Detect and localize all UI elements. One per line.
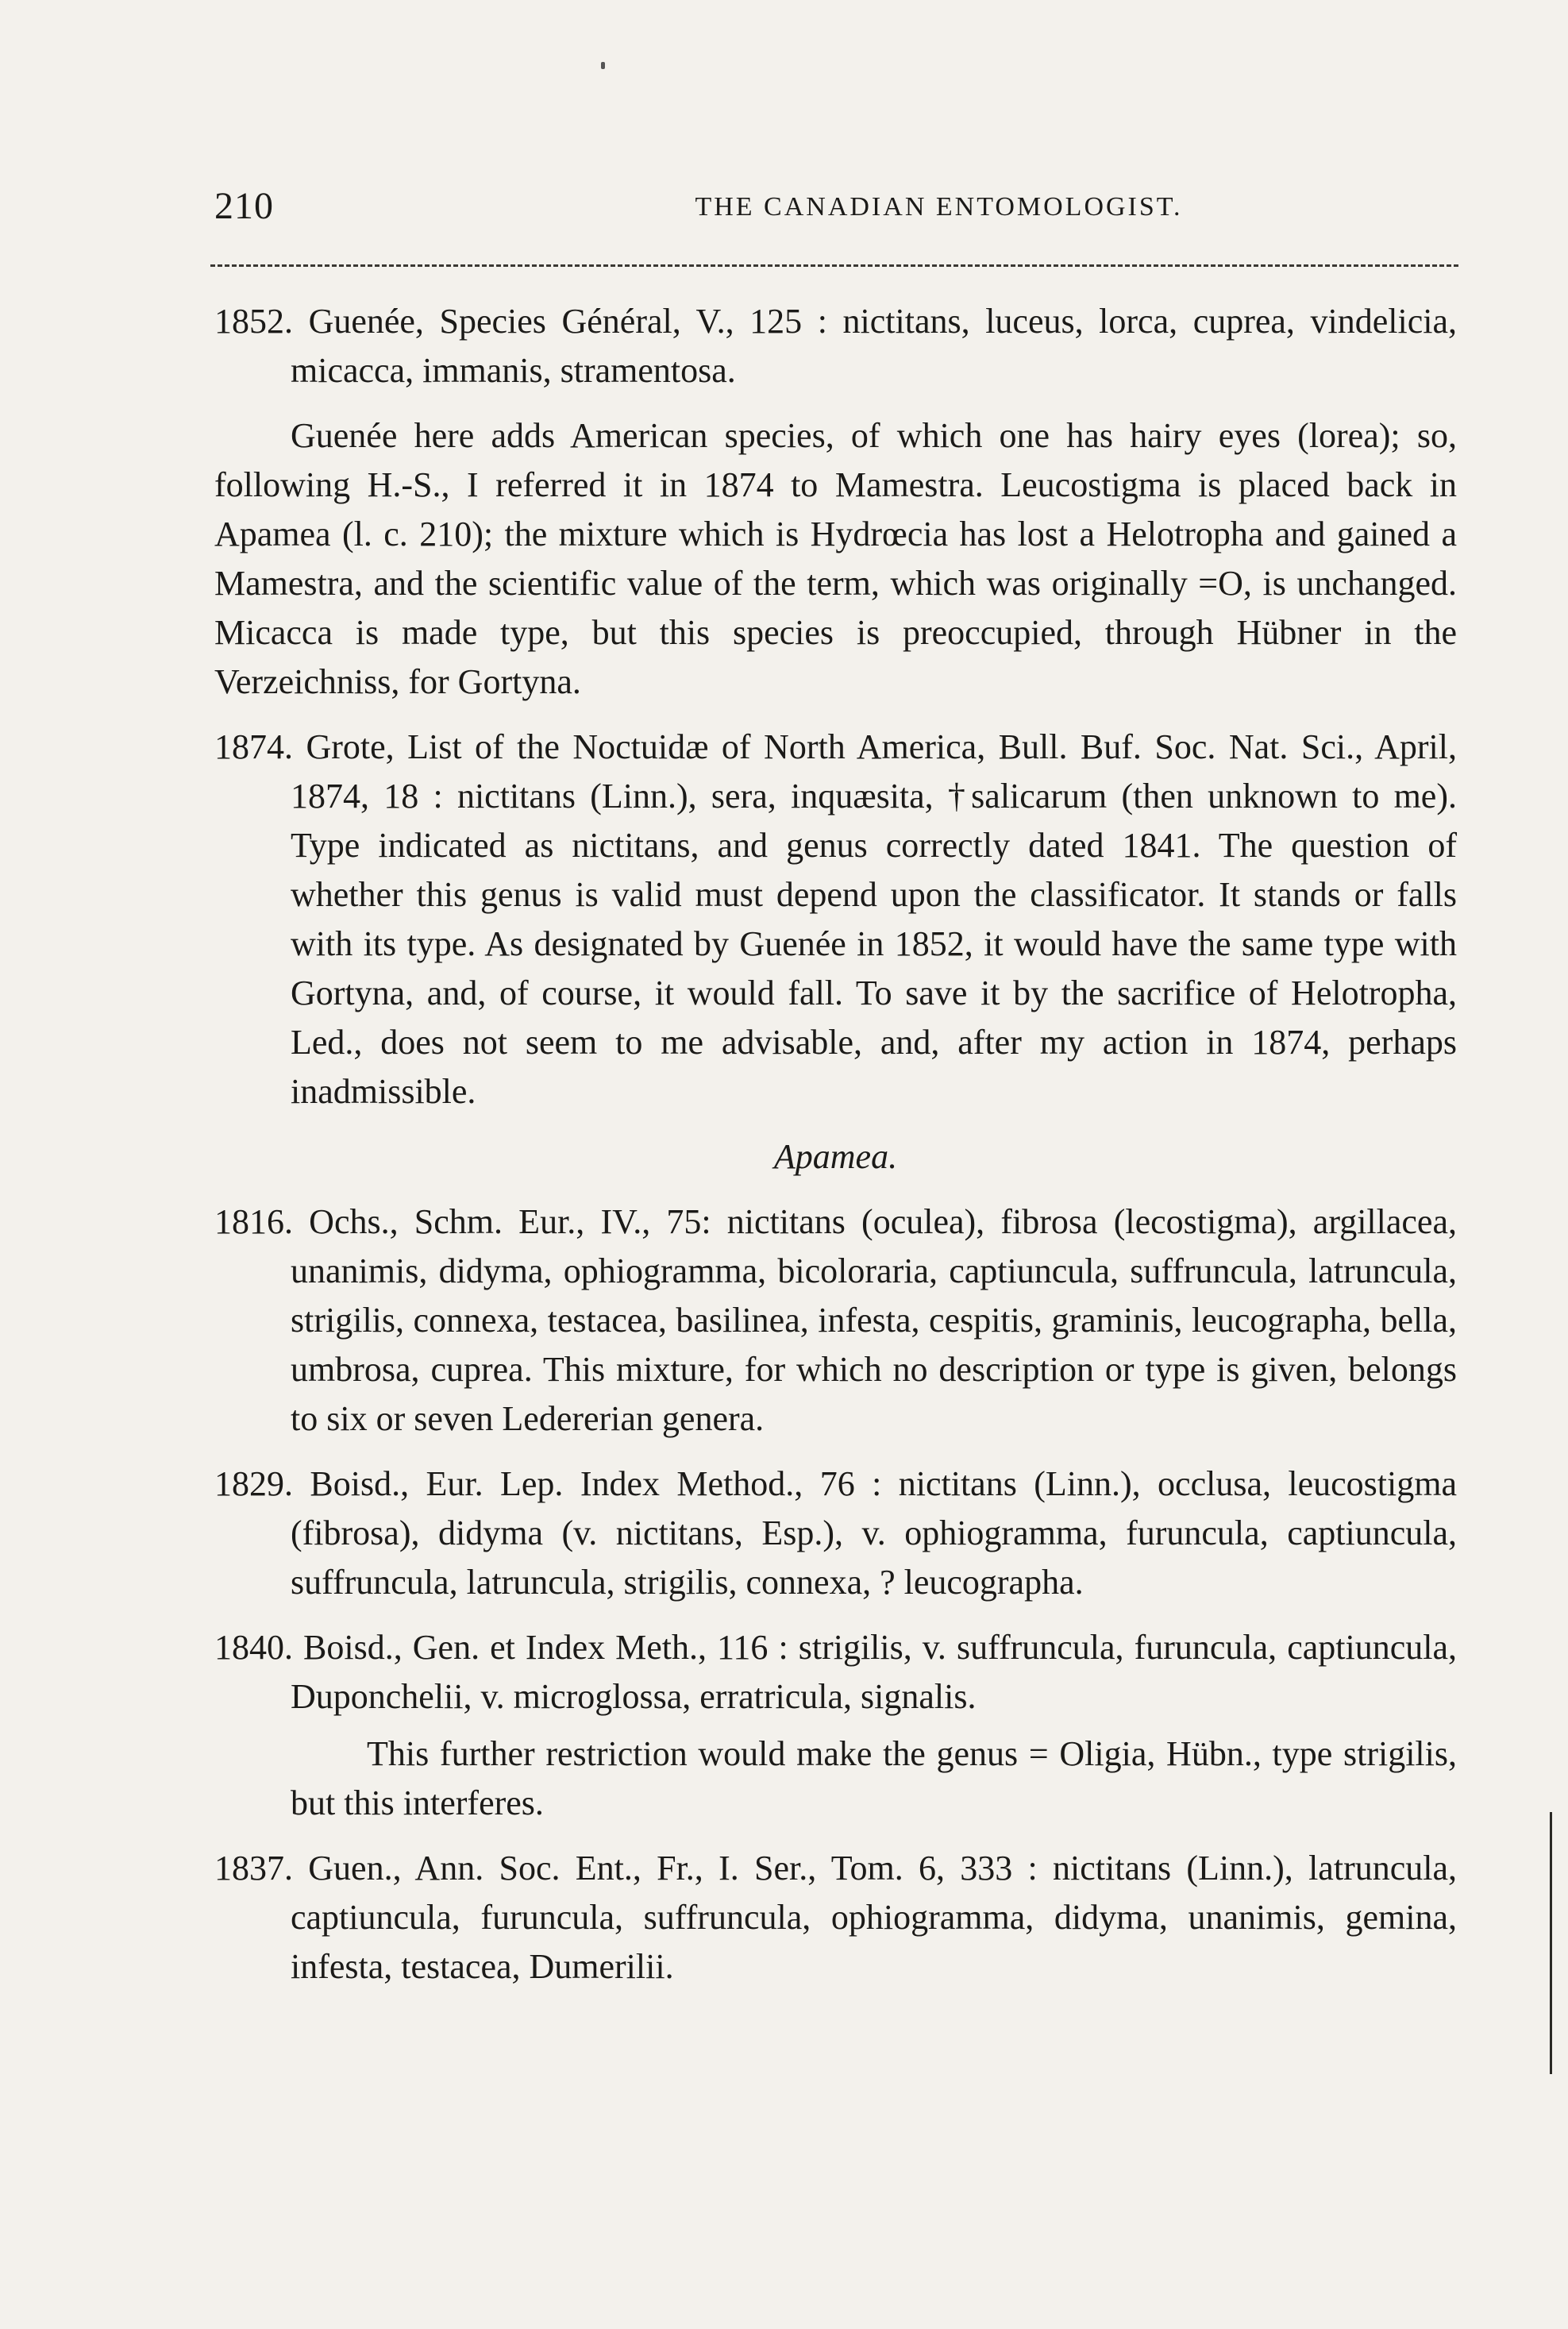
margin-bar bbox=[1550, 1812, 1552, 2074]
running-head: THE CANADIAN ENTOMOLOGIST. bbox=[695, 192, 1183, 222]
entry-1852: 1852. Guenée, Species Général, V., 125 : nictitans, luceus, lorca, cuprea, vindelicia, micacca, immanis, stramentosa. bbox=[214, 302, 1457, 390]
header-rule bbox=[210, 264, 1458, 267]
entry-1840: 1840. Boisd., Gen. et Index Meth., 116 : strigilis, v. suffruncula, furuncula, captiuncula, Duponchelii, v. microglossa, erratricula, signalis. bbox=[214, 1628, 1457, 1716]
entry-1837: 1837. Guen., Ann. Soc. Ent., Fr., I. Ser., Tom. 6, 333 : nictitans (Linn.), latruncula, captiuncula, furuncula, suffruncula, ophiogramma, didyma, unanimis, gemina, infesta, testacea, Dumerilii. bbox=[214, 1849, 1457, 1986]
entry-1816: 1816. Ochs., Schm. Eur., IV., 75: nictitans (oculea), fibrosa (lecostigma), argillacea, unanimis, didyma, ophiogramma, bicoloraria, captiuncula, suffruncula, latruncula, strigilis, connexa, testacea, basilinea, infesta, cespitis, graminis, leucographa, bella, umbrosa, cuprea. This mixture, for which no description or type is given, belongs to six or seven Ledererian genera. bbox=[214, 1202, 1457, 1438]
entry-1840-note: This further restriction would make the genus = Oligia, Hübn., type strigilis, but this interferes. bbox=[291, 1734, 1457, 1822]
entry-1874: 1874. Grote, List of the Noctuidæ of North America, Bull. Buf. Soc. Nat. Sci., April, 1874, 18 : nictitans (Linn.), sera, inquæsita, †salicarum (then unknown to me). Type indicated as nictitans, and genus correctly dated 1841. The question of whether this genus is valid must depend upon the classificator. It stands or falls with its type. As designated by Guenée in 1852, it would have the same type with Gortyna, and, of course, it would fall. To save it by the sacrifice of Helotropha, Led., does not seem to me advisable, and, after my action in 1874, perhaps inadmissible. bbox=[214, 727, 1457, 1111]
paragraph-guenee-remarks: Guenée here adds American species, of which one has hairy eyes (lorea); so, following H.-S., I referred it in 1874 to Mamestra. Leucostigma is placed back in Apamea (l. c. 210); the mixture which is Hydrœcia has lost a Helotropha and gained a Mamestra, and the scientific value of the term, which was originally =O, is unchanged. Micacca is made type, but this species is preoccupied, through Hübner in the Verzeichniss, for Gortyna. bbox=[214, 416, 1457, 701]
text-body bbox=[214, 297, 1457, 2007]
page-header bbox=[214, 184, 1457, 248]
entry-1829: 1829. Boisd., Eur. Lep. Index Method., 76 : nictitans (Linn.), occlusa, leucostigma (fibrosa), didyma (v. nictitans, Esp.), v. ophiogramma, furuncula, captiuncula, suffruncula, latruncula, strigilis, connexa, ? leucographa. bbox=[214, 1464, 1457, 1602]
print-speck bbox=[601, 62, 605, 69]
section-heading-apamea: Apamea. bbox=[773, 1137, 898, 1176]
page-number: 210 bbox=[214, 185, 274, 227]
